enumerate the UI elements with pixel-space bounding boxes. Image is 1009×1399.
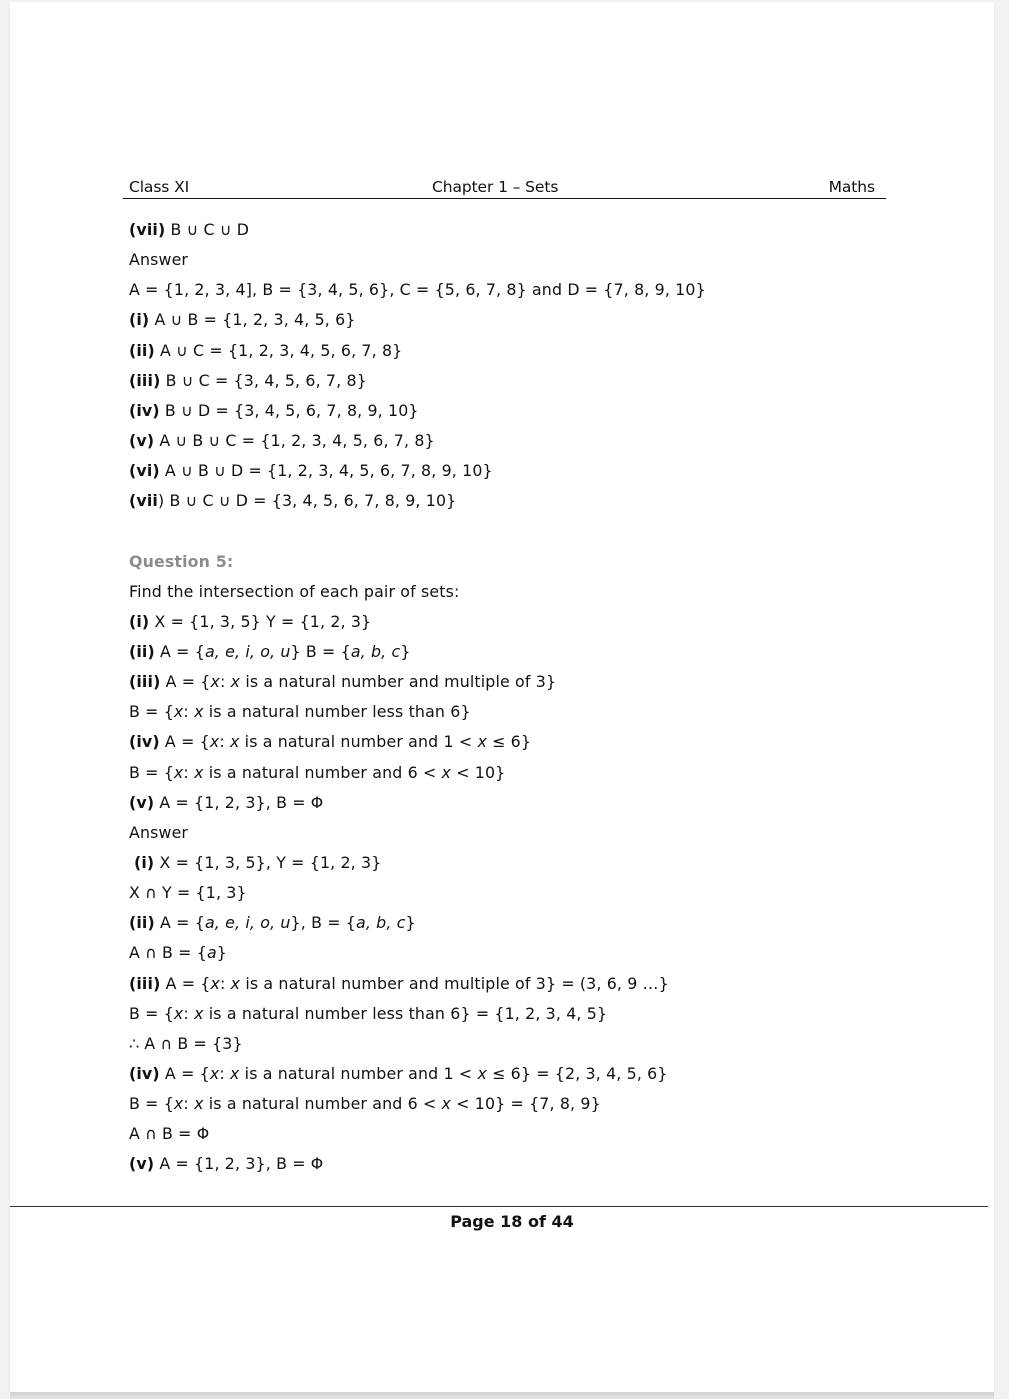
text: is a natural number and 1 < bbox=[239, 1063, 478, 1083]
text: : bbox=[219, 732, 230, 752]
text: A = { bbox=[154, 641, 205, 661]
q4-answer-ii bbox=[129, 338, 889, 368]
variable: x bbox=[210, 672, 220, 692]
text: A = { bbox=[159, 732, 210, 752]
answer-label: (ii) bbox=[129, 340, 155, 360]
text: is a natural number less than 6} = {1, 2, 3, 4, 5} bbox=[203, 1003, 608, 1023]
answer-label: (i) bbox=[129, 310, 150, 330]
page-content bbox=[129, 217, 889, 1182]
answer-text: A ∪ B = {1, 2, 3, 4, 5, 6} bbox=[149, 310, 356, 330]
answer-text: A = {1, 2, 3}, B = Φ bbox=[154, 1154, 324, 1174]
part-label: (ii) bbox=[129, 641, 155, 661]
answer-text: B ∪ C ∪ D = {3, 4, 5, 6, 7, 8, 9, 10} bbox=[164, 491, 457, 511]
answer-label-close: ) bbox=[157, 491, 165, 511]
text: } B = { bbox=[290, 641, 351, 661]
text: : bbox=[219, 1063, 230, 1083]
q5-answer-ii-result bbox=[129, 940, 889, 970]
text: is a natural number and 6 < bbox=[203, 762, 442, 782]
part-label: (iv) bbox=[129, 732, 160, 752]
set-elements: a, b, c bbox=[356, 913, 406, 933]
q4-answer-label: Answer bbox=[129, 250, 189, 270]
page-bottom-edge bbox=[10, 1392, 994, 1399]
answer-text: B ∪ D = {3, 4, 5, 6, 7, 8, 9, 10} bbox=[159, 400, 419, 420]
q5-part-i bbox=[129, 609, 889, 639]
part-label: (vii) bbox=[129, 220, 166, 239]
text: A = { bbox=[160, 973, 211, 993]
part-label: (iii) bbox=[129, 672, 161, 692]
page-header bbox=[123, 177, 886, 199]
part-label: (i) bbox=[129, 611, 150, 631]
variable: x bbox=[210, 973, 220, 993]
text: A ∩ B = { bbox=[129, 943, 207, 963]
set-elements: a bbox=[206, 943, 217, 963]
q5-answer-iv-result: A ∩ B = Φ bbox=[129, 1124, 210, 1144]
q5-answer-v bbox=[129, 1151, 889, 1181]
q4-answer-v bbox=[129, 428, 889, 458]
q4-answer-vi bbox=[129, 458, 889, 488]
question-5-prompt: Find the intersection of each pair of sets: bbox=[129, 581, 460, 601]
text: } bbox=[400, 641, 411, 661]
variable: x bbox=[209, 1063, 220, 1083]
variable: x bbox=[194, 702, 204, 722]
text: < 10} = {7, 8, 9} bbox=[451, 1094, 601, 1114]
set-elements: a, b, c bbox=[350, 641, 401, 661]
text: B = { bbox=[129, 702, 174, 722]
q5-answer-iii-a bbox=[129, 971, 889, 1001]
part-text: A = {1, 2, 3}, B = Φ bbox=[154, 792, 324, 812]
part-text: B ∪ C ∪ D bbox=[165, 220, 250, 239]
text: A = { bbox=[160, 672, 211, 692]
text: A = { bbox=[154, 913, 205, 933]
variable: x bbox=[477, 1063, 487, 1083]
q4-given-sets: A = {1, 2, 3, 4], B = {3, 4, 5, 6}, C = {5, 6, 7, 8} and D = {7, 8, 9, 10} bbox=[129, 280, 706, 300]
variable: x bbox=[229, 1063, 240, 1083]
text: : bbox=[220, 973, 231, 993]
text: } bbox=[405, 913, 416, 933]
variable: x bbox=[173, 1003, 184, 1023]
answer-text: B ∪ C = {3, 4, 5, 6, 7, 8} bbox=[160, 370, 367, 390]
variable: x bbox=[229, 732, 240, 752]
answer-label: (v) bbox=[129, 1154, 155, 1174]
answer-label: (iv) bbox=[129, 1063, 160, 1083]
variable: x bbox=[441, 762, 452, 782]
q4-answer-i bbox=[129, 307, 889, 337]
text: ≤ 6} = {2, 3, 4, 5, 6} bbox=[486, 1063, 668, 1083]
answer-label: (iii) bbox=[129, 370, 161, 390]
text: is a natural number less than 6} bbox=[203, 702, 471, 722]
text: B = { bbox=[129, 1094, 174, 1114]
text: B = { bbox=[129, 1003, 174, 1023]
q5-part-ii bbox=[129, 639, 889, 669]
page-number: Page 18 of 44 bbox=[450, 1212, 574, 1231]
answer-text: A ∪ B ∪ D = {1, 2, 3, 4, 5, 6, 7, 8, 9, 10} bbox=[159, 461, 493, 481]
q5-part-iv-b bbox=[129, 760, 889, 790]
text: : bbox=[183, 1003, 195, 1023]
q5-part-iv-a bbox=[129, 729, 889, 759]
text: is a natural number and multiple of 3} bbox=[240, 672, 557, 692]
variable: x bbox=[194, 1094, 204, 1114]
answer-label: (iv) bbox=[129, 400, 160, 420]
q4-answer-vii bbox=[129, 488, 889, 518]
q5-part-iii-a bbox=[129, 669, 889, 699]
answer-label: (ii) bbox=[129, 913, 155, 933]
q4-answer-iii bbox=[129, 368, 889, 398]
variable: x bbox=[477, 732, 487, 752]
text: }, B = { bbox=[290, 913, 356, 933]
text: is a natural number and 1 < bbox=[239, 732, 478, 752]
variable: x bbox=[209, 732, 220, 752]
header-chapter: Chapter 1 – Sets bbox=[432, 178, 559, 196]
q5-part-v bbox=[129, 790, 889, 820]
text: B = { bbox=[129, 762, 174, 782]
q4-part-vii bbox=[129, 217, 889, 247]
q4-answer-iv bbox=[129, 398, 889, 428]
variable: x bbox=[194, 1003, 204, 1023]
text: is a natural number and 6 < bbox=[203, 1094, 442, 1114]
text: ≤ 6} bbox=[486, 732, 532, 752]
answer-text: A ∪ B ∪ C = {1, 2, 3, 4, 5, 6, 7, 8} bbox=[154, 430, 435, 450]
variable: x bbox=[441, 1094, 452, 1114]
set-elements: a, e, i, o, u bbox=[204, 913, 291, 933]
footer-divider bbox=[10, 1206, 988, 1207]
q5-answer-i-result: X ∩ Y = {1, 3} bbox=[129, 883, 247, 903]
q5-answer-i bbox=[129, 850, 889, 880]
header-class: Class XI bbox=[129, 178, 190, 196]
part-text: X = {1, 3, 5} Y = {1, 2, 3} bbox=[149, 611, 372, 631]
q5-answer-iv-b bbox=[129, 1091, 889, 1121]
variable: x bbox=[230, 672, 241, 692]
q5-answer-ii bbox=[129, 910, 889, 940]
answer-text: A ∪ C = {1, 2, 3, 4, 5, 6, 7, 8} bbox=[154, 340, 403, 360]
variable: x bbox=[173, 702, 184, 722]
set-elements: a, e, i, o, u bbox=[204, 641, 291, 661]
text: } bbox=[216, 943, 227, 963]
text: : bbox=[183, 1094, 195, 1114]
variable: x bbox=[194, 762, 204, 782]
text: : bbox=[183, 702, 195, 722]
text: is a natural number and multiple of 3} = (3, 6, 9 …} bbox=[240, 973, 669, 993]
q5-answer-iii-result: ∴ A ∩ B = {3} bbox=[129, 1033, 243, 1053]
question-5-title: Question 5: bbox=[129, 551, 234, 571]
text: A = { bbox=[159, 1063, 210, 1083]
answer-label: (vii bbox=[129, 491, 158, 511]
answer-text: X = {1, 3, 5}, Y = {1, 2, 3} bbox=[154, 852, 382, 872]
answer-label: (i) bbox=[134, 852, 155, 872]
text: : bbox=[183, 762, 195, 782]
q5-part-iii-b bbox=[129, 699, 889, 729]
variable: x bbox=[173, 1094, 184, 1114]
answer-label: (v) bbox=[129, 430, 155, 450]
variable: x bbox=[173, 762, 184, 782]
answer-label: (vi) bbox=[129, 461, 160, 481]
answer-label: (iii) bbox=[129, 973, 161, 993]
spacer bbox=[129, 518, 889, 548]
q5-answer-iv-a bbox=[129, 1061, 889, 1091]
q5-answer-label: Answer bbox=[129, 822, 189, 842]
part-label: (v) bbox=[129, 792, 155, 812]
header-subject: Maths bbox=[828, 178, 875, 196]
text: < 10} bbox=[451, 762, 506, 782]
variable: x bbox=[230, 973, 241, 993]
q5-answer-iii-b bbox=[129, 1001, 889, 1031]
text: : bbox=[220, 672, 231, 692]
